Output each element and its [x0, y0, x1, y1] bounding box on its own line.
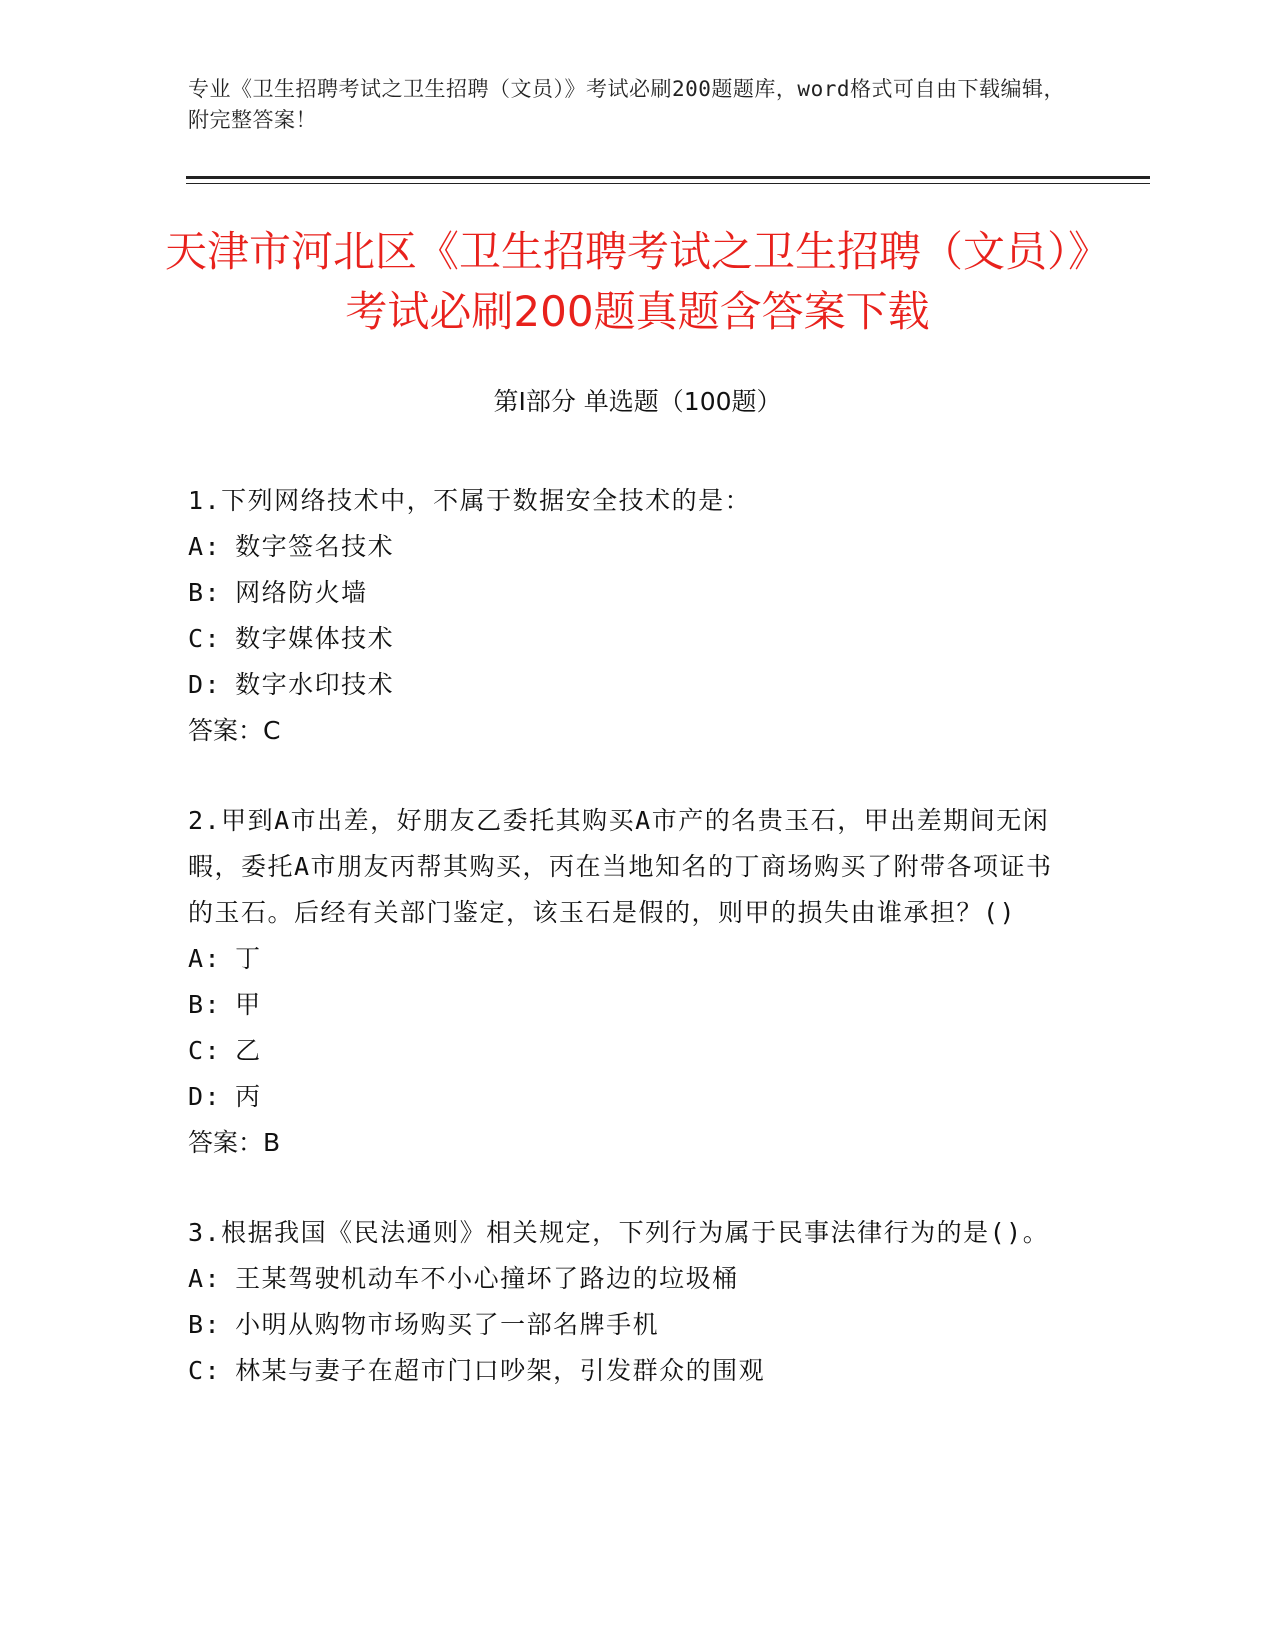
option-c: [188, 1028, 1068, 1074]
option-a: [188, 524, 1068, 570]
option-text: 丁: [235, 944, 262, 973]
option-label: B:: [188, 1310, 222, 1339]
option-text: 丙: [235, 1082, 262, 1111]
option-text: 王某驾驶机动车不小心撞坏了路边的垃圾桶: [235, 1264, 739, 1293]
option-label: B:: [188, 578, 222, 607]
answer: 答案：B: [188, 1128, 281, 1157]
option-text: 网络防火墙: [235, 578, 368, 607]
option-text: 甲: [235, 990, 262, 1019]
document-title: 天津市河北区《卫生招聘考试之卫生招聘（文员）》考试必刷200题真题含答案下载: [164, 227, 1110, 336]
question-list: [188, 478, 1068, 1438]
option-text: 小明从购物市场购买了一部名牌手机: [235, 1310, 660, 1339]
option-text: 数字媒体技术: [235, 624, 395, 653]
header-rule-thin: [186, 183, 1150, 184]
option-label: C:: [188, 624, 222, 653]
question-1: [188, 478, 1068, 754]
option-text: 数字水印技术: [235, 670, 395, 699]
option-label: D:: [188, 670, 222, 699]
option-a: [188, 936, 1068, 982]
header-rule-thick: [186, 176, 1150, 179]
section-heading: 第Ⅰ部分 单选题（100题）: [493, 387, 782, 416]
option-b: [188, 570, 1068, 616]
option-c: [188, 1348, 1068, 1394]
option-label: C:: [188, 1036, 222, 1065]
option-label: B:: [188, 990, 222, 1019]
option-text: 数字签名技术: [235, 532, 395, 561]
option-a: [188, 1256, 1068, 1302]
header-note: 专业《卫生招聘考试之卫生招聘（文员）》考试必刷200题题库，word格式可自由下载编辑，附完整答案！: [188, 77, 1065, 132]
question-text: 2.甲到A市出差，好朋友乙委托其购买A市产的名贵玉石，甲出差期间无闲暇，委托A市朋友丙帮其购买，丙在当地知名的丁商场购买了附带各项证书的玉石。后经有关部门鉴定，该玉石是假的，则甲的损失由谁承担？(): [188, 806, 1053, 927]
option-label: A:: [188, 1264, 222, 1293]
answer: 答案：C: [188, 716, 281, 745]
option-b: [188, 982, 1068, 1028]
option-label: D:: [188, 1082, 222, 1111]
question-3: [188, 1210, 1068, 1394]
option-label: A:: [188, 532, 222, 561]
question-2: [188, 798, 1068, 1166]
option-label: A:: [188, 944, 222, 973]
question-text: 3.根据我国《民法通则》相关规定，下列行为属于民事法律行为的是()。: [188, 1218, 1050, 1247]
option-d: [188, 1074, 1068, 1120]
option-label: C:: [188, 1356, 222, 1385]
option-text: 乙: [235, 1036, 262, 1065]
option-d: [188, 662, 1068, 708]
option-text: 林某与妻子在超市门口吵架，引发群众的围观: [235, 1356, 766, 1385]
option-c: [188, 616, 1068, 662]
option-b: [188, 1302, 1068, 1348]
question-text: 1.下列网络技术中，不属于数据安全技术的是：: [188, 486, 752, 515]
